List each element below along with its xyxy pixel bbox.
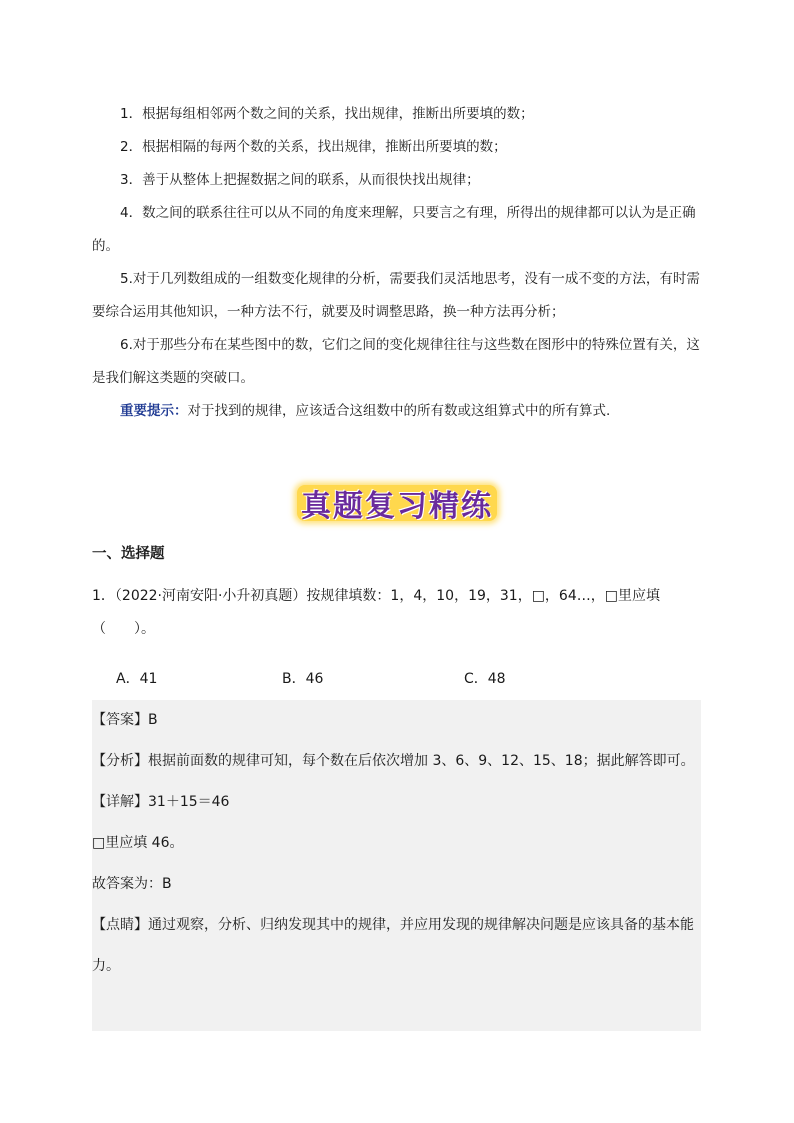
solution-box — [92, 700, 701, 1031]
section-title: 一、选择题 — [92, 546, 165, 562]
important-tip-label: 重要提示： — [120, 403, 188, 419]
method-tips — [92, 98, 704, 428]
tip-4: 4．数之间的联系往往可以从不同的角度来理解，只要言之有理，所得出的规律都可以认为是正确的。 — [92, 205, 696, 254]
option-b: B．46 — [282, 671, 324, 687]
option-c: C．48 — [464, 671, 506, 687]
analysis-line: 【分析】根据前面数的规律可知，每个数在后依次增加 3、6、9、12、15、18；据此解答即可。 — [92, 753, 695, 769]
banner-title: 真题复习精练 — [301, 489, 493, 524]
tip-5: 5.对于几列数组成的一组数变化规律的分析，需要我们灵活地思考，没有一成不变的方法，有时需要综合运用其他知识，一种方法不行，就要及时调整思路，换一种方法再分析； — [92, 271, 700, 320]
option-a: A．41 — [116, 671, 158, 687]
comment-line: 【点睛】通过观察，分析、归纳发现其中的规律，并应用发现的规律解决问题是应该具备的基本能力。 — [92, 917, 694, 974]
question-1: 1．（2022·河南安阳·小升初真题）按规律填数：1，4，10，19，31，□，64…，□里应填（ ）。 — [92, 588, 660, 637]
tip-6: 6.对于那些分布在某些图中的数，它们之间的变化规律往往与这些数在图形中的特殊位置有关，这是我们解这类题的突破口。 — [92, 337, 700, 386]
tip-2: 2．根据相隔的每两个数的关系，找出规律，推断出所要填的数； — [120, 139, 507, 155]
important-tip — [92, 395, 704, 428]
important-tip-text: 对于找到的规律，应该适合这组数中的所有数或这组算式中的所有算式. — [187, 403, 611, 419]
conclusion-line: 故答案为：B — [92, 876, 172, 892]
detail-line: 【详解】31＋15＝46 — [92, 794, 230, 810]
fill-line: □里应填 46。 — [92, 835, 184, 851]
tip-1: 1．根据每组相邻两个数之间的关系，找出规律，推断出所要填的数； — [120, 106, 534, 122]
answer-line: 【答案】B — [92, 712, 158, 728]
question-options — [116, 666, 676, 692]
tip-3: 3．善于从整体上把握数据之间的联系，从而很快找出规律； — [120, 172, 480, 188]
section-banner — [297, 482, 497, 524]
